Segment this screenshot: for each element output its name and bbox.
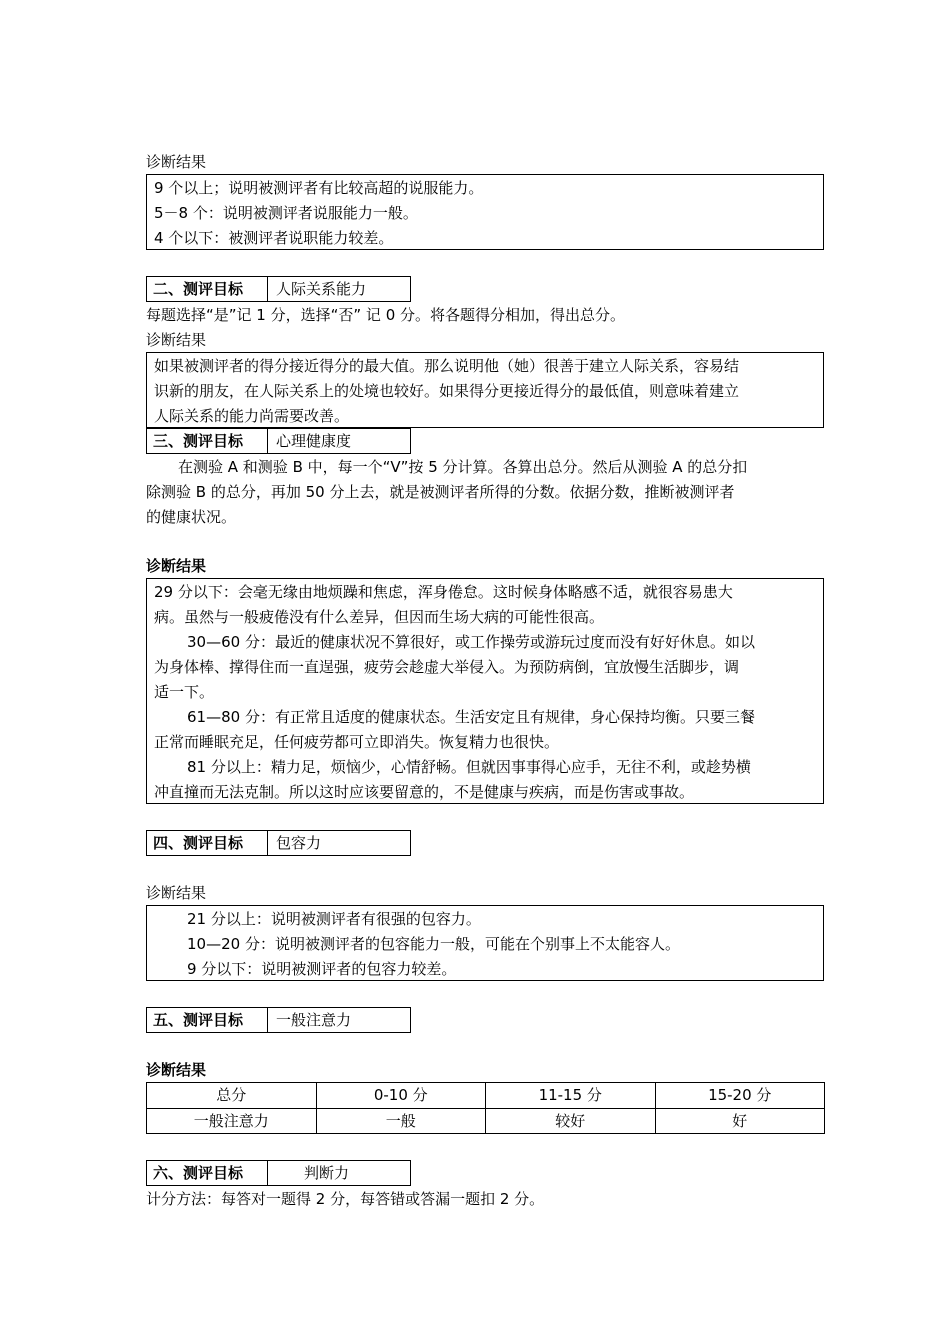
- assessment-target: [146, 1007, 411, 1033]
- target-value: 人际关系能力: [276, 280, 367, 298]
- diagnosis-line: 适一下。: [154, 683, 215, 701]
- diagnosis-label: 诊断结果: [146, 153, 207, 171]
- assessment-target: [146, 830, 411, 856]
- diagnosis-line: 61—80 分：有正常且适度的健康状态。生活安定且有规律，身心保持均衡。只要三餐: [187, 708, 755, 726]
- diagnosis-line: 21 分以上：说明被测评者有很强的包容力。: [187, 910, 481, 928]
- diagnosis-line: 9 分以下：说明被测评者的包容力较差。: [187, 960, 457, 978]
- target-key: 二、测评目标: [147, 277, 268, 301]
- table-cell: 0-10 分: [316, 1083, 486, 1109]
- diagnosis-line: 为身体棒、撑得住而一直逞强，疲劳会趁虚大举侵入。为预防病倒，宜放慢生活脚步，调: [154, 658, 740, 676]
- diagnosis-box: [146, 352, 824, 428]
- table-cell: 好: [655, 1108, 825, 1134]
- diagnosis-box: [146, 905, 824, 981]
- table-row: [147, 1108, 825, 1134]
- diagnosis-label: 诊断结果: [146, 1061, 207, 1079]
- scoring-rule: 的健康状况。: [146, 508, 237, 526]
- scoring-rule: 计分方法：每答对一题得 2 分，每答错或答漏一题扣 2 分。: [146, 1190, 545, 1208]
- diagnosis-box: [146, 578, 824, 804]
- diagnosis-line: 30—60 分：最近的健康状况不算很好，或工作操劳或游玩过度而没有好好休息。如以: [187, 633, 755, 651]
- target-value: 心理健康度: [276, 432, 352, 450]
- scoring-rule: 除测验 B 的总分，再加 50 分上去，就是被测评者所得的分数。依据分数，推断被测评者: [146, 483, 735, 501]
- table-cell: 一般注意力: [147, 1108, 317, 1134]
- diagnosis-line: 冲直撞而无法克制。所以这时应该要留意的，不是健康与疾病，而是伤害或事故。: [154, 783, 695, 801]
- scoring-rule: 每题选择“是”记 1 分，选择“否” 记 0 分。将各题得分相加，得出总分。: [146, 306, 626, 324]
- diagnosis-line: 9 个以上；说明被测评者有比较高超的说服能力。: [154, 179, 484, 197]
- diagnosis-line: 人际关系的能力尚需要改善。: [154, 407, 350, 425]
- target-key: 六、测评目标: [147, 1161, 268, 1185]
- diagnosis-label: 诊断结果: [146, 331, 207, 349]
- assessment-target: [146, 428, 411, 454]
- target-value: 判断力: [304, 1164, 350, 1182]
- scoring-rule: 在测验 A 和测验 B 中，每一个“V”按 5 分计算。各算出总分。然后从测验 A 的总分扣: [178, 458, 748, 476]
- diagnosis-line: 5－8 个：说明被测评者说服能力一般。: [154, 204, 418, 222]
- table-cell: 较好: [486, 1108, 656, 1134]
- table-cell: 总分: [147, 1083, 317, 1109]
- diagnosis-line: 正常而睡眠充足，任何疲劳都可立即消失。恢复精力也很快。: [154, 733, 560, 751]
- diagnosis-line: 4 个以下：被测评者说职能力较差。: [154, 229, 394, 247]
- target-key: 五、测评目标: [147, 1008, 268, 1032]
- diagnosis-line: 病。虽然与一般疲倦没有什么差异，但因而生场大病的可能性很高。: [154, 608, 605, 626]
- assessment-target: [146, 1160, 411, 1186]
- diagnosis-box: [146, 174, 824, 250]
- score-table: [146, 1082, 825, 1134]
- diagnosis-line: 识新的朋友，在人际关系上的处境也较好。如果得分更接近得分的最低值，则意味着建立: [154, 382, 740, 400]
- target-value: 一般注意力: [276, 1011, 352, 1029]
- table-cell: 11-15 分: [486, 1083, 656, 1109]
- diagnosis-label: 诊断结果: [146, 557, 207, 575]
- assessment-target: [146, 276, 411, 302]
- diagnosis-line: 81 分以上：精力足，烦恼少，心情舒畅。但就因事事得心应手，无往不利，或趁势横: [187, 758, 751, 776]
- target-value: 包容力: [276, 834, 322, 852]
- target-key: 四、测评目标: [147, 831, 268, 855]
- diagnosis-line: 如果被测评者的得分接近得分的最大值。那么说明他（她）很善于建立人际关系，容易结: [154, 357, 740, 375]
- diagnosis-label: 诊断结果: [146, 884, 207, 902]
- table-cell: 15-20 分: [655, 1083, 825, 1109]
- diagnosis-line: 29 分以下：会毫无缘由地烦躁和焦虑，浑身倦怠。这时候身体略感不适，就很容易患大: [154, 583, 733, 601]
- table-row: [147, 1083, 825, 1109]
- diagnosis-line: 10—20 分：说明被测评者的包容能力一般，可能在个别事上不太能容人。: [187, 935, 680, 953]
- target-key: 三、测评目标: [147, 429, 268, 453]
- table-cell: 一般: [316, 1108, 486, 1134]
